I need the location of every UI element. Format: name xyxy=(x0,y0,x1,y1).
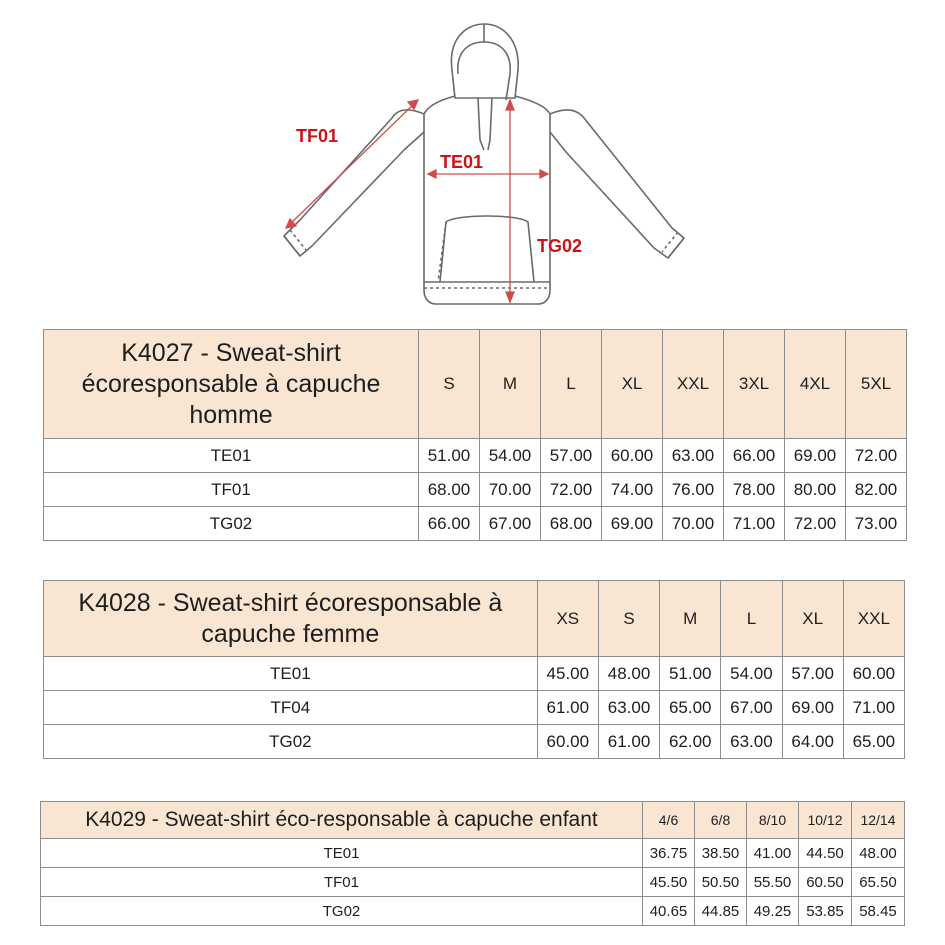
table-cell: 63.00 xyxy=(663,439,724,473)
table-cell: 60.00 xyxy=(602,439,663,473)
table-cell: 63.00 xyxy=(721,725,782,759)
size-header: L xyxy=(721,581,782,657)
table-cell: 72.00 xyxy=(846,439,907,473)
table-row xyxy=(44,473,907,507)
chest-measure-label: TE01 xyxy=(440,152,484,172)
table-cell: 55.50 xyxy=(747,868,799,897)
table-cell: 41.00 xyxy=(747,839,799,868)
row-label: TG02 xyxy=(44,507,419,541)
table-cell: 63.00 xyxy=(598,691,659,725)
size-header: XL xyxy=(602,330,663,439)
table-cell: 71.00 xyxy=(724,507,785,541)
table-cell: 44.85 xyxy=(695,897,747,926)
row-label: TF01 xyxy=(44,473,419,507)
table-cell: 44.50 xyxy=(799,839,852,868)
table-cell: 54.00 xyxy=(721,657,782,691)
table-cell: 70.00 xyxy=(480,473,541,507)
table-cell: 49.25 xyxy=(747,897,799,926)
size-header: S xyxy=(598,581,659,657)
length-measure-label: TG02 xyxy=(537,236,583,256)
table-cell: 71.00 xyxy=(843,691,904,725)
table-cell: 65.00 xyxy=(843,725,904,759)
size-header: M xyxy=(480,330,541,439)
table-cell: 76.00 xyxy=(663,473,724,507)
table-cell: 69.00 xyxy=(785,439,846,473)
table-cell: 38.50 xyxy=(695,839,747,868)
size-header: L xyxy=(541,330,602,439)
table-cell: 66.00 xyxy=(724,439,785,473)
table-cell: 67.00 xyxy=(480,507,541,541)
sleeve-measure-label: TF01 xyxy=(296,126,339,146)
table-cell: 69.00 xyxy=(782,691,843,725)
size-header: 12/14 xyxy=(852,802,905,839)
table-cell: 62.00 xyxy=(660,725,721,759)
size-table-femme xyxy=(43,580,905,759)
table-cell: 48.00 xyxy=(598,657,659,691)
table-row xyxy=(41,868,905,897)
table-cell: 60.00 xyxy=(843,657,904,691)
table-cell: 53.85 xyxy=(799,897,852,926)
table-cell: 57.00 xyxy=(782,657,843,691)
table-cell: 51.00 xyxy=(419,439,480,473)
table-cell: 82.00 xyxy=(846,473,907,507)
table-cell: 72.00 xyxy=(541,473,602,507)
table-header-row xyxy=(44,330,907,439)
table-row xyxy=(44,691,905,725)
table-cell: 61.00 xyxy=(537,691,598,725)
table-cell: 61.00 xyxy=(598,725,659,759)
size-header: S xyxy=(419,330,480,439)
size-header: 10/12 xyxy=(799,802,852,839)
size-header: XS xyxy=(537,581,598,657)
table-cell: 65.00 xyxy=(660,691,721,725)
table-title: K4027 - Sweat-shirt écoresponsable à capuche homme xyxy=(44,330,419,439)
row-label: TE01 xyxy=(44,439,419,473)
table-cell: 50.50 xyxy=(695,868,747,897)
size-header: M xyxy=(660,581,721,657)
size-header: 6/8 xyxy=(695,802,747,839)
table-cell: 72.00 xyxy=(785,507,846,541)
table-row xyxy=(44,725,905,759)
table-cell: 57.00 xyxy=(541,439,602,473)
row-label: TE01 xyxy=(44,657,538,691)
size-header: XL xyxy=(782,581,843,657)
table-cell: 65.50 xyxy=(852,868,905,897)
row-label: TF04 xyxy=(44,691,538,725)
table-cell: 54.00 xyxy=(480,439,541,473)
table-cell: 60.00 xyxy=(537,725,598,759)
table-cell: 67.00 xyxy=(721,691,782,725)
table-row xyxy=(44,657,905,691)
table-cell: 36.75 xyxy=(643,839,695,868)
hoodie-outline xyxy=(284,24,684,304)
table-header-row xyxy=(44,581,905,657)
table-cell: 64.00 xyxy=(782,725,843,759)
table-cell: 66.00 xyxy=(419,507,480,541)
table-cell: 45.50 xyxy=(643,868,695,897)
table-cell: 45.00 xyxy=(537,657,598,691)
table-header-row xyxy=(41,802,905,839)
table-row xyxy=(44,439,907,473)
table-cell: 73.00 xyxy=(846,507,907,541)
row-label: TF01 xyxy=(41,868,643,897)
size-header: XXL xyxy=(843,581,904,657)
table-cell: 48.00 xyxy=(852,839,905,868)
table-cell: 58.45 xyxy=(852,897,905,926)
size-header: 4/6 xyxy=(643,802,695,839)
hoodie-measurement-diagram xyxy=(270,18,690,308)
size-header: 3XL xyxy=(724,330,785,439)
table-row xyxy=(41,897,905,926)
table-title: K4028 - Sweat-shirt écoresponsable à capuche femme xyxy=(44,581,538,657)
table-cell: 70.00 xyxy=(663,507,724,541)
size-header: 8/10 xyxy=(747,802,799,839)
size-header: 5XL xyxy=(846,330,907,439)
table-row xyxy=(44,507,907,541)
table-cell: 51.00 xyxy=(660,657,721,691)
table-title: K4029 - Sweat-shirt éco-responsable à capuche enfant xyxy=(41,802,643,839)
table-cell: 68.00 xyxy=(419,473,480,507)
table-cell: 40.65 xyxy=(643,897,695,926)
table-cell: 80.00 xyxy=(785,473,846,507)
table-row xyxy=(41,839,905,868)
row-label: TG02 xyxy=(44,725,538,759)
table-cell: 69.00 xyxy=(602,507,663,541)
size-table-homme xyxy=(43,329,907,541)
size-table-enfant xyxy=(40,801,905,926)
row-label: TG02 xyxy=(41,897,643,926)
table-cell: 68.00 xyxy=(541,507,602,541)
size-header: 4XL xyxy=(785,330,846,439)
table-cell: 60.50 xyxy=(799,868,852,897)
size-header: XXL xyxy=(663,330,724,439)
table-cell: 78.00 xyxy=(724,473,785,507)
row-label: TE01 xyxy=(41,839,643,868)
table-cell: 74.00 xyxy=(602,473,663,507)
